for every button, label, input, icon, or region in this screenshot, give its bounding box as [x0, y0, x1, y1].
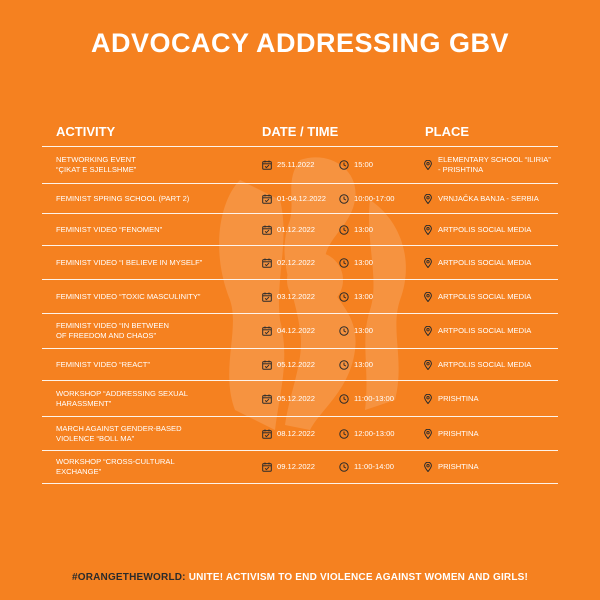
clock-icon [339, 360, 349, 370]
place-cell [423, 429, 558, 439]
place-cell [423, 225, 558, 235]
location-pin-icon [423, 429, 433, 439]
table-row [42, 450, 558, 484]
footer-text: UNITE! ACTIVISM TO END VIOLENCE AGAINST WOMEN AND GIRLS! [185, 572, 529, 583]
date-cell [262, 258, 315, 268]
date-cell [262, 394, 315, 404]
time-cell [339, 225, 373, 235]
date-cell [262, 360, 315, 370]
place-cell [423, 258, 558, 268]
place-cell [423, 394, 558, 404]
place-text: ARTPOLIS SOCIAL MEDIA [438, 224, 532, 234]
time-text: 10:00-17:00 [354, 193, 395, 203]
activity-cell: MARCH AGAINST GENDER-BASED VIOLENCE “BOLL MA” [56, 423, 182, 443]
clock-icon [339, 429, 349, 439]
clock-icon [339, 160, 349, 170]
place-text: PRISHTINA [438, 393, 479, 403]
date-text: 09.12.2022 [277, 462, 316, 471]
date-text: 05.12.2022 [277, 359, 316, 369]
activity-cell: WORKSHOP “CROSS-CULTURAL EXCHANGE” [56, 457, 175, 476]
time-text: 13:00 [354, 291, 374, 301]
calendar-icon [262, 429, 272, 439]
place-cell [423, 360, 558, 370]
place-cell [423, 292, 558, 302]
time-text: 13:00 [354, 359, 374, 369]
table-row [42, 313, 558, 348]
time-text: 11:00-13:00 [354, 393, 394, 403]
date-text: 25.11.2022 [277, 160, 315, 169]
date-cell [262, 160, 314, 170]
calendar-icon [262, 258, 272, 268]
calendar-icon [262, 194, 272, 204]
time-text: 13:00 [354, 224, 374, 234]
date-cell [262, 292, 315, 302]
place-text: PRISHTINA [438, 462, 479, 471]
activity-cell: FEMINIST VIDEO “IN BETWEEN OF FREEDOM AND CHAOS” [56, 321, 169, 340]
date-text: 03.12.2022 [277, 291, 316, 301]
schedule-table [42, 146, 558, 484]
clock-icon [339, 394, 349, 404]
date-text: 04.12.2022 [277, 326, 316, 335]
table-row [42, 416, 558, 450]
place-cell [423, 462, 558, 472]
date-time-column-header: DATE / TIME [262, 124, 339, 139]
activity-cell: NETWORKING EVENT “ÇIKAT E SJELLSHME” [56, 155, 137, 174]
place-column-header: PLACE [425, 124, 470, 139]
clock-icon [339, 462, 349, 472]
date-text: 08.12.2022 [277, 428, 316, 438]
calendar-icon [262, 292, 272, 302]
calendar-icon [262, 462, 272, 472]
location-pin-icon [423, 394, 433, 404]
place-cell [423, 194, 558, 204]
table-row [42, 279, 558, 313]
table-row [42, 146, 558, 183]
location-pin-icon [423, 194, 433, 204]
time-cell [339, 258, 373, 268]
calendar-icon [262, 394, 272, 404]
time-cell [339, 462, 394, 472]
place-cell [423, 155, 558, 175]
time-text: 13:00 [354, 257, 374, 267]
place-text: ELEMENTARY SCHOOL “ILIRIA” - PRISHTINA [438, 155, 551, 174]
place-text: ARTPOLIS SOCIAL MEDIA [438, 359, 532, 369]
date-text: 01-04.12.2022 [277, 193, 326, 203]
time-text: 12:00-13:00 [354, 428, 395, 438]
place-text: PRISHTINA [438, 428, 479, 438]
activity-cell: FEMINIST VIDEO “REACT” [56, 359, 150, 369]
time-cell [339, 160, 373, 170]
place-cell [423, 326, 558, 336]
time-cell [339, 326, 373, 336]
date-cell [262, 462, 315, 472]
location-pin-icon [423, 360, 433, 370]
footer-banner [0, 572, 600, 583]
location-pin-icon [423, 462, 433, 472]
page-title: ADVOCACY ADDRESSING GBV [90, 28, 510, 58]
location-pin-icon [423, 160, 433, 170]
place-text: ARTPOLIS SOCIAL MEDIA [438, 291, 532, 301]
footer-hashtag: #ORANGETHEWORLD: [71, 572, 186, 583]
calendar-icon [262, 326, 272, 336]
time-cell [339, 429, 395, 439]
calendar-icon [262, 360, 272, 370]
table-row [42, 380, 558, 416]
date-text: 05.12.2022 [277, 393, 316, 403]
time-text: 15:00 [354, 160, 374, 169]
location-pin-icon [423, 292, 433, 302]
date-text: 01.12.2022 [277, 224, 316, 234]
table-row [42, 245, 558, 279]
activity-cell: FEMINIST VIDEO “I BELIEVE IN MYSELF” [56, 257, 203, 267]
date-cell [262, 225, 315, 235]
clock-icon [339, 292, 349, 302]
date-cell [262, 326, 315, 336]
clock-icon [339, 225, 349, 235]
clock-icon [339, 194, 349, 204]
date-cell [262, 194, 326, 204]
time-cell [339, 394, 394, 404]
clock-icon [339, 258, 349, 268]
clock-icon [339, 326, 349, 336]
table-header [42, 124, 558, 146]
time-text: 11:00-14:00 [354, 462, 394, 471]
location-pin-icon [423, 225, 433, 235]
calendar-icon [262, 160, 272, 170]
table-row [42, 348, 558, 380]
table-row [42, 183, 558, 213]
time-text: 13:00 [354, 326, 374, 335]
activity-cell: FEMINIST VIDEO “FENOMEN” [56, 224, 163, 234]
time-cell [339, 360, 373, 370]
activity-cell: FEMINIST SPRING SCHOOL (PART 2) [56, 193, 190, 203]
location-pin-icon [423, 258, 433, 268]
activity-column-header: ACTIVITY [56, 124, 116, 139]
table-row [42, 213, 558, 245]
activity-cell: WORKSHOP “ADDRESSING SEXUAL HARASSMENT” [56, 388, 188, 408]
time-cell [339, 194, 395, 204]
place-text: ARTPOLIS SOCIAL MEDIA [438, 257, 532, 267]
place-text: ARTPOLIS SOCIAL MEDIA [438, 326, 532, 335]
calendar-icon [262, 225, 272, 235]
place-text: VRNJAČKA BANJA - SERBIA [438, 193, 539, 203]
location-pin-icon [423, 326, 433, 336]
activity-cell: FEMINIST VIDEO “TOXIC MASCULINITY” [56, 291, 201, 301]
date-cell [262, 429, 315, 439]
time-cell [339, 292, 373, 302]
date-text: 02.12.2022 [277, 257, 316, 267]
